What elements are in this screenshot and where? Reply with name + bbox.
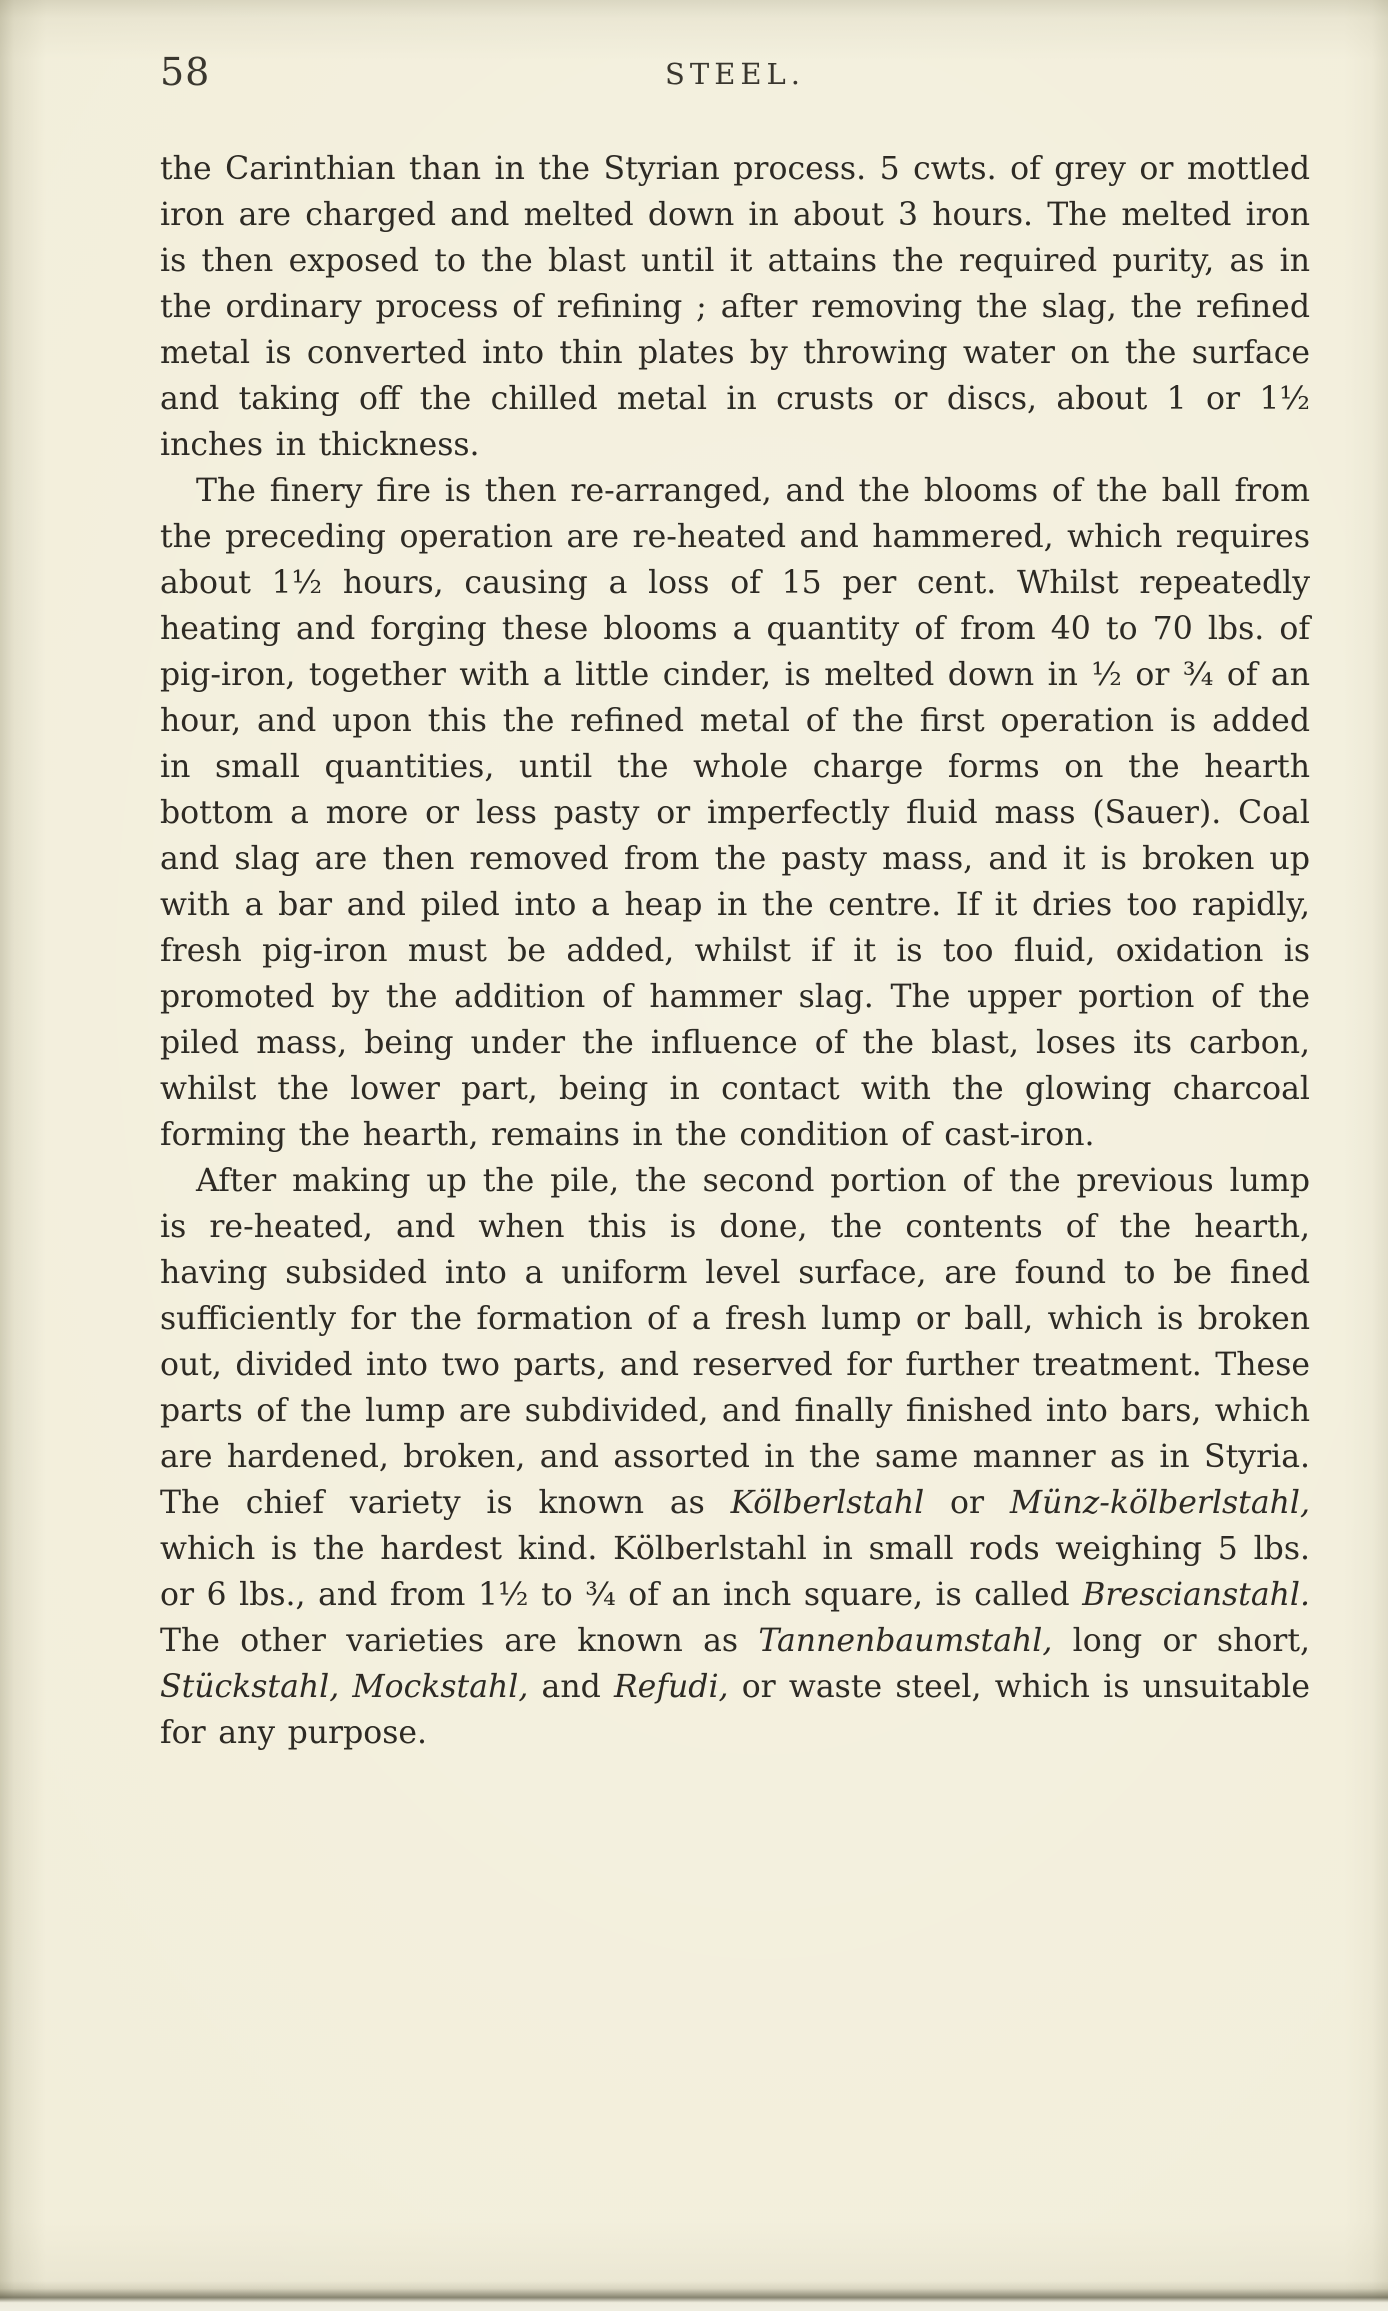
text-segment: long or short, xyxy=(1052,1623,1310,1659)
italic-text-segment: Brescianstahl. xyxy=(1082,1577,1310,1613)
paragraph xyxy=(160,468,1310,1158)
paragraph xyxy=(160,1158,1310,1756)
paragraph xyxy=(160,146,1310,468)
text-segment: which is the hardest kind. Kölberlstahl in small rods weighing 5 lbs. or 6 lbs., and from 1½ to ¾ of an inch square, is called xyxy=(160,1531,1310,1613)
text-segment: or waste steel, which is unsuitable for any purpose. xyxy=(160,1669,1310,1751)
italic-text-segment: Stückstahl, Mockstahl, xyxy=(160,1669,529,1705)
page-bottom-edge-shadow xyxy=(0,2281,1388,2311)
page-body xyxy=(160,146,1310,1756)
text-segment: The finery fire is then re-arranged, and the blooms of the ball from the preceding operation are re-heated and hammered, which requires about 1½ hours, causing a loss of 15 per cent. Whilst repeatedly heating and forging these blooms a quantity of from 40 to 70 lbs. of pig-iron, together with a little cinder, is melted down in ½ or ¾ of an hour, and upon this the refined metal of the first operation is added in small quantities, until the whole charge forms on the hearth bottom a more or less pasty or imperfectly fluid mass (Sauer). Coal and slag are then removed from the pasty mass, and it is broken up with a bar and piled into a heap in the centre. If it dries too rapidly, fresh pig-iron must be added, whilst if it is too fluid, oxidation is promoted by the addition of hammer slag. The upper portion of the piled mass, being under the influence of the blast, loses its carbon, whilst the lower part, being in contact with the glowing charcoal forming the hearth, remains in the condition of cast-iron. xyxy=(160,473,1310,1153)
page-header xyxy=(160,50,1310,110)
italic-text-segment: Refudi, xyxy=(613,1669,729,1705)
italic-text-segment: Münz-kölberlstahl, xyxy=(1009,1485,1310,1521)
text-segment: or xyxy=(924,1485,1010,1521)
page-number: 58 xyxy=(160,50,211,94)
text-segment: The other varieties are known as xyxy=(160,1623,759,1659)
text-segment: After making up the pile, the second portion of the previous lump is re-heated, and when this is done, the contents of the hearth, having subsided into a uniform level surface, are found to be fined sufficiently for the formation of a fresh lump or ball, which is broken out, divided into two parts, and reserved for further treatment. These parts of the lump are subdivided, and finally finished into bars, which are hardened, broken, and assorted in the same manner as in Styria. The chief variety is known as xyxy=(160,1163,1310,1521)
italic-text-segment: Kölberlstahl xyxy=(730,1485,925,1521)
text-segment: the Carinthian than in the Styrian process. 5 cwts. of grey or mottled iron are charged and melted down in about 3 hours. The melted iron is then exposed to the blast until it attains the required purity, as in the ordinary process of refining ; after removing the slag, the refined metal is converted into thin plates by throwing water on the surface and taking off the chilled metal in crusts or discs, about 1 or 1½ inches in thickness. xyxy=(160,151,1310,463)
running-head: STEEL. xyxy=(664,57,806,91)
italic-text-segment: Tannenbaumstahl, xyxy=(758,1623,1053,1659)
text-segment: and xyxy=(528,1669,614,1705)
